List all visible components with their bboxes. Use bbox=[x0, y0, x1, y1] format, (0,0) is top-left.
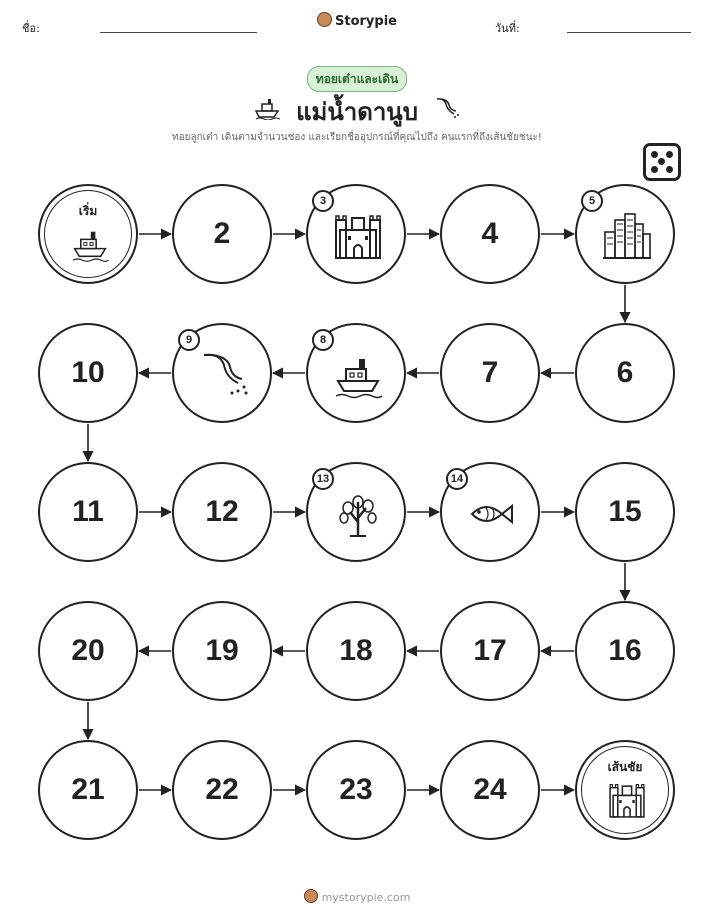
space-number-badge: 13 bbox=[312, 468, 334, 490]
board-space bbox=[440, 323, 540, 423]
date-label: วันที่: bbox=[495, 22, 520, 35]
board-space bbox=[172, 462, 272, 562]
board-space bbox=[306, 323, 406, 423]
board-space bbox=[440, 740, 540, 840]
brand-logo bbox=[0, 12, 714, 29]
finish-space bbox=[575, 740, 675, 840]
footer bbox=[0, 889, 714, 904]
space-number: 15 bbox=[608, 495, 642, 528]
board-space bbox=[306, 184, 406, 284]
board-space bbox=[38, 462, 138, 562]
board-space bbox=[440, 462, 540, 562]
board-space bbox=[440, 184, 540, 284]
brand-name: Storypie bbox=[335, 14, 397, 29]
board-space bbox=[306, 601, 406, 701]
board-space bbox=[38, 601, 138, 701]
castle-icon bbox=[607, 780, 647, 820]
space-number: 16 bbox=[608, 634, 642, 667]
board-space bbox=[38, 323, 138, 423]
space-number: 18 bbox=[339, 634, 373, 667]
space-number: 22 bbox=[205, 773, 239, 806]
board-space bbox=[172, 601, 272, 701]
space-number: 19 bbox=[205, 634, 239, 667]
name-label: ชื่อ: bbox=[22, 22, 40, 35]
space-number: 24 bbox=[473, 773, 507, 806]
space-number: 7 bbox=[481, 356, 499, 389]
board-space bbox=[575, 184, 675, 284]
space-number: 11 bbox=[72, 495, 104, 528]
start-space bbox=[38, 184, 138, 284]
board-space bbox=[575, 462, 675, 562]
storypie-logo-icon bbox=[304, 889, 318, 903]
dice-five-icon bbox=[643, 143, 681, 181]
space-number-badge: 3 bbox=[312, 190, 334, 212]
finish-label: เส้นชัย bbox=[607, 760, 643, 774]
boat-icon bbox=[70, 224, 110, 264]
instructions: ทอยลูกเต๋า เดินตามจำนวนช่อง และเรียกชื่ออุปกรณ์ที่คุณไปถึง คนแรกที่ถึงเส้นชัยชนะ! bbox=[172, 132, 542, 143]
board-space bbox=[440, 601, 540, 701]
board-space bbox=[575, 323, 675, 423]
space-number: 10 bbox=[71, 356, 105, 389]
name-field[interactable] bbox=[100, 32, 257, 33]
castle-icon bbox=[332, 210, 384, 262]
space-number-badge: 8 bbox=[312, 329, 334, 351]
board-space bbox=[172, 740, 272, 840]
game-type-badge: ทอยเต๋าและเดิน bbox=[307, 66, 407, 92]
boat-icon bbox=[332, 349, 384, 401]
space-number-badge: 9 bbox=[178, 329, 200, 351]
date-field[interactable] bbox=[567, 32, 691, 33]
board-space bbox=[38, 740, 138, 840]
space-number: 12 bbox=[205, 495, 239, 528]
river-icon bbox=[434, 96, 460, 120]
space-number: 21 bbox=[71, 773, 105, 806]
space-number: 23 bbox=[339, 773, 373, 806]
board-space bbox=[306, 740, 406, 840]
space-number-badge: 14 bbox=[446, 468, 468, 490]
board-space bbox=[306, 462, 406, 562]
board-space bbox=[575, 601, 675, 701]
river-icon bbox=[198, 349, 250, 401]
space-number: 4 bbox=[481, 217, 499, 250]
page-title: แม่น้ำดานูบ bbox=[296, 98, 418, 126]
space-number: 17 bbox=[473, 634, 507, 667]
space-number-badge: 5 bbox=[581, 190, 603, 212]
footer-url: mystorypie.com bbox=[321, 891, 411, 904]
board-space bbox=[172, 184, 272, 284]
space-number: 20 bbox=[71, 634, 105, 667]
board-space bbox=[172, 323, 272, 423]
city-icon bbox=[601, 210, 653, 262]
space-number: 2 bbox=[213, 217, 231, 250]
fish-icon bbox=[466, 488, 518, 540]
space-number: 6 bbox=[616, 356, 634, 389]
storypie-logo-icon bbox=[317, 12, 332, 27]
tree-icon bbox=[332, 488, 384, 540]
start-label: เริ่ม bbox=[78, 204, 98, 218]
